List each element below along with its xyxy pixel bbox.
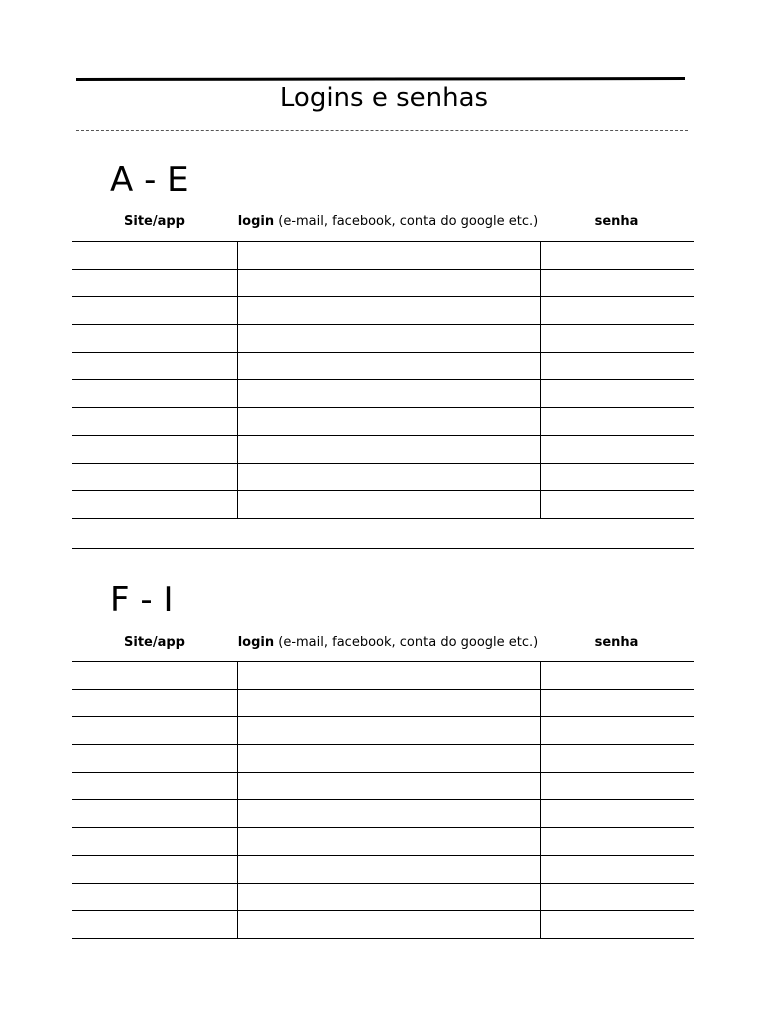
column-header-password: senha xyxy=(594,635,639,650)
table-row[interactable] xyxy=(72,436,694,464)
top-rule xyxy=(76,77,685,81)
table-row[interactable] xyxy=(72,717,694,745)
table-row[interactable] xyxy=(72,242,694,270)
table-row[interactable] xyxy=(72,773,694,801)
column-header-login: login (e-mail, facebook, conta do google etc.) xyxy=(237,635,539,650)
dashed-divider xyxy=(76,130,688,131)
table-row[interactable] xyxy=(72,828,694,856)
column-header-site: Site/app xyxy=(124,214,185,229)
table-row[interactable] xyxy=(72,408,694,436)
table-row[interactable] xyxy=(72,325,694,353)
table-row[interactable] xyxy=(72,491,694,519)
table-row[interactable] xyxy=(72,380,694,408)
table-row[interactable] xyxy=(72,270,694,298)
table-row[interactable] xyxy=(72,884,694,912)
column-header-password: senha xyxy=(594,214,639,229)
table-grid xyxy=(72,241,694,549)
table-row[interactable] xyxy=(72,911,694,939)
table-row[interactable] xyxy=(72,690,694,718)
table-row[interactable] xyxy=(72,297,694,325)
section-heading-f-i: F - I xyxy=(110,580,174,620)
table-row[interactable] xyxy=(72,662,694,690)
section-heading-a-e: A - E xyxy=(110,160,189,200)
column-header-site: Site/app xyxy=(124,635,185,650)
table-row-full-width[interactable] xyxy=(72,519,694,550)
page-title: Logins e senhas xyxy=(279,83,489,113)
table-grid xyxy=(72,661,694,939)
column-header-login: login (e-mail, facebook, conta do google etc.) xyxy=(237,214,539,229)
table-row[interactable] xyxy=(72,464,694,492)
table-row[interactable] xyxy=(72,353,694,381)
table-row[interactable] xyxy=(72,800,694,828)
table-row[interactable] xyxy=(72,745,694,773)
table-row[interactable] xyxy=(72,856,694,884)
